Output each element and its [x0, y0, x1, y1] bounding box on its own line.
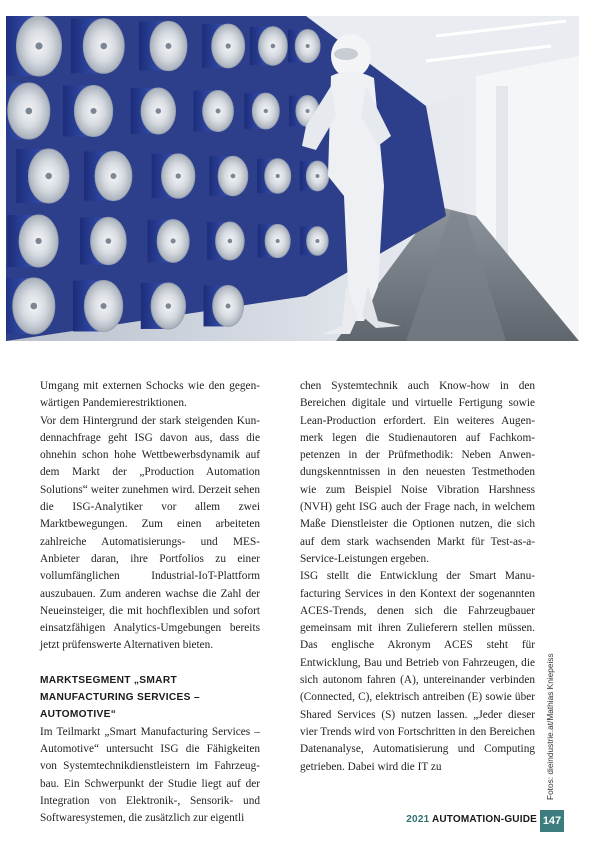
paragraph: Vor dem Hintergrund der stark steigenden Kundennachfrage geht ISG davon aus, dass die ohnehin schon hohe Wettbewerbsdynamik auf dem Markt der „Production Automation Solutions“ weiter zunehmen wird. Derzeit sehen die ISG-Analytiker vor allem zwei Marktbewegungen. Zum einen arbeiteten zahlreiche Automatisierungs- und MES-Anbieter daran, ihre Portfolios zu einer vollumfänglichen Industrial-IoT-Plattform auszubauen. Zum anderen wachse die Zahl der Neueinsteiger, die mit hochflexiblen und sofort einsatzfähigen Analytics-Umgebungen bereits jetzt prüfenswerte Alternativen bieten.	[40, 414, 260, 652]
page-number: 147	[540, 810, 564, 832]
paragraph: ISG stellt die Entwicklung der Smart Manufacturing Services in den Kontext der sogenannten ACES-Trends, denen sich die Fahrzeugbauer gemeinsam mit ihren Zulieferern stellen müssen. Das englische Akronym ACES steht für Entwicklung, Bau und Betrieb von Fahrzeugen, die sich autonom fahren (A), untereinander verbinden (Connected, C), elektrisch antreiben (E) sowie über Shared Services (S) nutzen lassen. „Jeder dieser vier Trends wird von Fortschritten in den Bereichen Datenanalyse, Automatisierung und Computing getrieben. Dabei wird die IT zu	[300, 570, 535, 773]
footer-year: 2021	[406, 814, 430, 825]
footer-publication: AUTOMATION-GUIDE	[431, 814, 537, 825]
paragraph: Im Teilmarkt „Smart Manufacturing Services – Automotive“ untersucht ISG die Fähigkeiten von Systemtechnikdienstleistern im Fahrzeugbau. Ein Schwerpunkt der Studie liegt auf der Integration von Elektronik-, Sensorik- und Softwaresystemen, die zusätzlich zur eigentli	[40, 725, 260, 825]
photo-credit-text: Fotos: dieindustrie.at/Mathias Kniepeiss	[545, 653, 555, 800]
paragraph: chen Systemtechnik auch Know-how in den Bereichen digitale und virtuelle Fertigung sowie Lean-Production erfordert. Ein weiteres Augenmerk legen die Studienautoren auf Fachkompetenzen in der Prüfmethodik: Neben Anwendungskenntnissen in den neuesten Testmethoden wie zum Beispiel Noise Vibration Harshness (NVH) geht ISG auch der Frage nach, in welchem Maße Dienstleister die Optionen nutzen, die sich auf dem stark wachsenden Markt für Test-as-a-Service-Leistungen ergeben.	[300, 380, 535, 565]
cleanroom-photo	[6, 16, 579, 341]
footer-title	[406, 814, 537, 825]
left-column	[40, 378, 260, 827]
right-column	[300, 378, 535, 776]
section-subhead: MARKTSEGMENT „SMART MANUFACTURING SERVICES – AUTOMOTIVE“	[40, 674, 200, 721]
paragraph: Umgang mit externen Schocks wie den gegenwärtigen Pandemierestriktionen.	[40, 380, 260, 410]
